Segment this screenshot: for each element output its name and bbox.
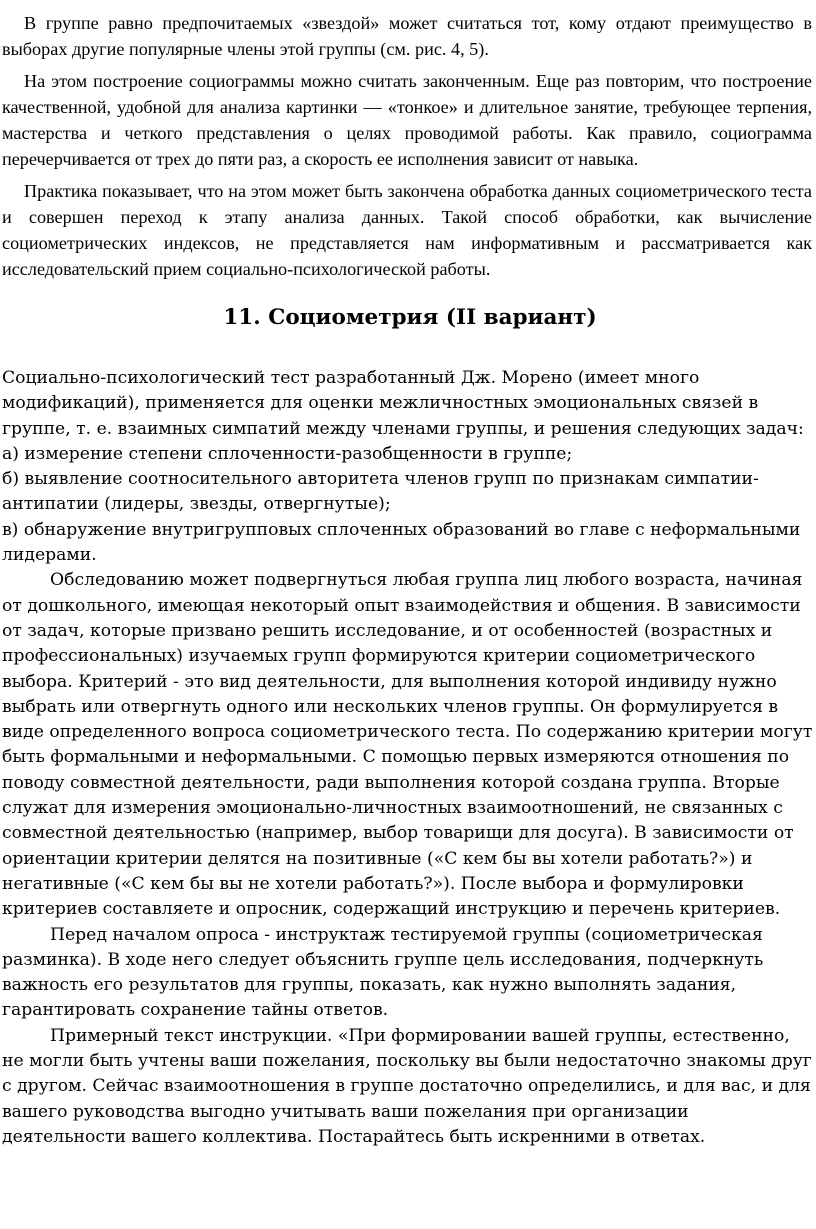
task-item: в) обнаружение внутригрупповых сплоченных образований во главе с неформальными лидерами.	[2, 519, 801, 566]
intro-paragraph: В группе равно предпочитаемых «звездой» может считаться тот, кому отдают преимущество в выборах другие популярные члены этой группы (см. рис. 4, 5).	[2, 13, 812, 59]
sociometry-section	[0, 366, 814, 1150]
intro-paragraph: Практика показывает, что на этом может быть закончена обработка данных социометрического теста и совершен переход к этапу анализа данных. Такой способ обработки, как вычисление социометрических индексов, не представляется нам информативным и рассматривается как исследовательский прием социально-психологической работы.	[2, 181, 812, 279]
definition-paragraph: Социально-психологический тест разработанный Дж. Морено (имеет много модификаций), применяется для оценки межличностных эмоциональных связей в группе, т. е. взаимных симпатий между членами группы, и решения следующих задач:	[2, 368, 804, 439]
body-paragraph: Обследованию может подвергнуться любая группа лиц любого возраста, начиная от дошкольного, имеющая некоторый опыт взаимодействия и общения. В зависимости от задач, которые призвано решить исследование, и от особенностей (возрастных и профессиональных) изучаемых групп формируются критерии социометрического выбора. Критерий - это вид деятельности, для выполнения которой индивиду нужно выбрать или отвергнуть одного или нескольких членов группы. Он формулируется в виде определенного вопроса социометрического теста. По содержанию критерии могут быть формальными и неформальными. С помощью первых измеряются отношения по поводу совместной деятельности, ради выполнения которой создана группа. Вторые служат для измерения эмоционально-личностных взаимоотношений, не связанных с совместной деятельностью (например, выбор товарищи для досуга). В зависимости от ориентации критерии делятся на позитивные («С кем бы вы хотели работать?») и негативные («С кем бы вы не хотели работать?»). После выбора и формулировки критериев составляете и опросник, содержащий инструкцию и перечень критериев.	[2, 570, 813, 920]
body-paragraph: Примерный текст инструкции. «При формировании вашей группы, естественно, не могли быть учтены ваши пожелания, поскольку вы были недостаточно знакомы друг с другом. Сейчас взаимоотношения в группе достаточно определились, и для вас, и для вашего руководства выгодно учитывать ваши пожелания при организации деятельности вашего коллектива. Постарайтесь быть искренними в ответах.	[2, 1025, 812, 1147]
intro-paragraph: На этом построение социограммы можно считать законченным. Еще раз повторим, что построение качественной, удобной для анализа картинки — «тонкое» и длительное занятие, требующее терпения, мастерства и четкого представления о целях проводимой работы. Как правило, социограмма перечерчивается от трех до пяти раз, а скорость ее исполнения зависит от навыка.	[2, 71, 812, 169]
task-item: б) выявление соотносительного авторитета членов групп по признакам симпатии-антипатии (лидеры, звезды, отвергнутые);	[2, 469, 759, 515]
task-item: а) измерение степени сплоченности-разобщенности в группе;	[2, 443, 573, 464]
section-title: 11. Социометрия (II вариант)	[223, 305, 597, 330]
intro-section	[0, 10, 812, 282]
body-paragraph: Перед началом опроса - инструктаж тестируемой группы (социометрическая разминка). В ходе него следует объяснить группе цель исследования, подчеркнуть важность его результатов для группы, показать, как нужно выполнять задания, гарантировать сохранение тайны ответов.	[2, 924, 764, 1021]
